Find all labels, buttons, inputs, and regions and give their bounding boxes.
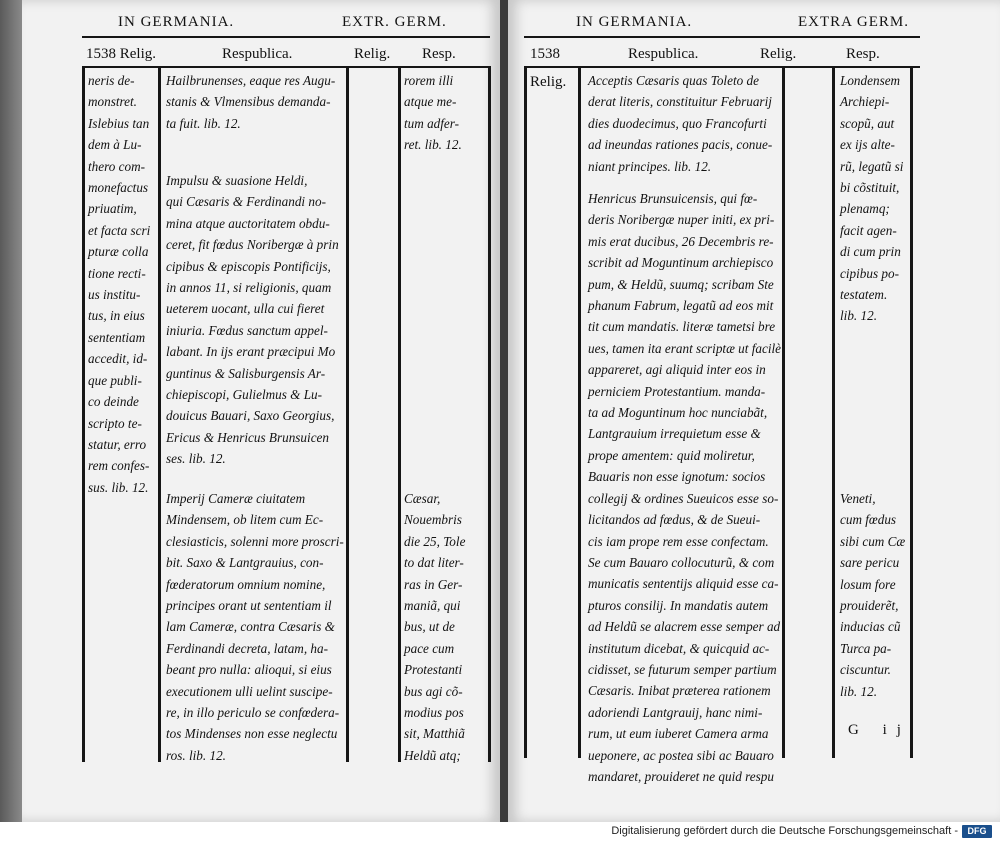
text-line: Veneti, [840, 491, 876, 506]
text-line: rorem illi [404, 73, 454, 88]
text-line: rem confes- [88, 458, 150, 474]
left-col-resp-label: Resp. [422, 46, 456, 62]
text-line: lam Cameræ, contra Cæsaris & [166, 619, 335, 635]
text-line: mis erat ducibus, 26 Decembris re- [588, 233, 774, 249]
text-line: priuatim, [88, 201, 137, 217]
text-line: principes orant ut sententiam il [166, 598, 332, 614]
text-line: tos Mindenses non esse neglectu [166, 726, 338, 742]
text-line: ta ad Moguntinum hoc nunciabãt, [588, 405, 768, 421]
right-running-head-right: EXTRA GERM. [798, 14, 910, 30]
text-line: rum, ut eum iuberet Camera arma [588, 726, 769, 742]
left-col2-block1 [166, 70, 342, 134]
left-col1-text [88, 70, 156, 498]
text-line: Imperij Cameræ ciuitatem [166, 491, 306, 506]
text-line: pturos consilij. In mandatis autem [588, 597, 769, 613]
text-line: tum adfer- [404, 115, 460, 131]
left-vline-3 [346, 66, 349, 762]
text-line: tus, in eius [88, 308, 145, 324]
text-line: Ferdinandi decreta, latam, ha- [166, 640, 329, 656]
text-line: to dat liter- [404, 555, 464, 571]
left-vline-1 [82, 66, 85, 762]
text-line: Hailbrunenses, eaque res Augu- [166, 73, 336, 88]
text-line: lib. 12. [840, 308, 877, 324]
text-line: scopũ, aut [840, 115, 895, 131]
text-line: cum fœdus [840, 512, 897, 528]
page-edge-shadow [0, 0, 22, 822]
text-line: Archiepi- [840, 94, 890, 110]
text-line: ret. lib. 12. [404, 137, 462, 153]
left-col4-block2 [404, 488, 486, 766]
text-line: deris Noribergæ nuper initi, ex pri- [588, 212, 775, 228]
text-line: ros. lib. 12. [166, 747, 226, 763]
left-vline-4 [398, 66, 401, 762]
text-line: Impulsu & suasione Heldi, [166, 173, 308, 188]
dfg-logo: DFG [962, 825, 992, 838]
text-line: pum, & Heldũ, suumq; scribam Ste [588, 276, 774, 292]
text-line: scribit ad Moguntinum archiepisco [588, 255, 774, 271]
left-col4-block1 [404, 70, 486, 156]
left-vline-2 [158, 66, 161, 762]
footer-bar [0, 822, 1000, 842]
text-line: rũ, legatũ si [840, 158, 904, 174]
text-line: ad Heldũ se alacrem esse semper ad [588, 619, 781, 635]
text-line: appareret, agi aliquid inter eos in [588, 362, 766, 378]
text-line: monefactus [88, 180, 149, 196]
text-line: tit cum mandatis. literæ tametsi bre [588, 319, 776, 335]
right-col4-block2 [840, 488, 908, 702]
text-line: ueponere, ac postea sibi ac Bauaro [588, 747, 774, 763]
text-line: co deinde [88, 394, 139, 410]
left-running-head-left: IN GERMANIA. [118, 14, 235, 30]
text-line: beant pro nulla: alioqui, si eius [166, 662, 332, 678]
right-col-republica-label: Respublica. [628, 46, 699, 62]
left-head-rule [82, 36, 490, 38]
text-line: bi cõstituit, [840, 180, 900, 196]
left-col-republica-label: Respublica. [222, 46, 293, 62]
text-line: in annos 11, si religionis, quam [166, 280, 332, 296]
right-col2-block1 [588, 70, 780, 177]
text-line: di cum prin [840, 244, 901, 260]
right-vline-4 [832, 66, 835, 758]
right-col-relig-label: Relig. [760, 46, 797, 62]
right-col-year-label: 1538 [530, 46, 560, 62]
text-line: testatem. [840, 287, 888, 303]
right-vline-3 [782, 66, 785, 758]
text-line: dem à Lu- [88, 137, 142, 153]
left-vline-5 [488, 66, 491, 762]
right-head-rule [524, 36, 920, 38]
text-line: municatis sententijs aliquid esse ca- [588, 576, 779, 592]
text-line: licitandos ad fœdus, & de Sueui- [588, 512, 761, 528]
text-line: sententiam [88, 329, 146, 345]
text-line: Heldũ atq; [404, 747, 461, 763]
text-line: ses. lib. 12. [166, 451, 226, 467]
left-page [22, 0, 500, 822]
text-line: pace cum [404, 640, 455, 656]
text-line: collegij & ordines Sueuicos esse so- [588, 490, 779, 506]
book-spine [500, 0, 508, 822]
left-col-relig-label: Relig. [354, 46, 391, 62]
text-line: pturæ colla [88, 244, 149, 260]
text-line: tione recti- [88, 265, 146, 281]
text-line: sare pericu [840, 555, 900, 571]
text-line: Cæsaris. Inibat præterea rationem [588, 683, 771, 699]
left-col2-block3 [166, 488, 342, 766]
text-line: bit. Saxo & Lantgrauius, con- [166, 555, 324, 571]
text-line: stanis & Vlmensibus demanda- [166, 94, 331, 110]
text-line: chiepiscopi, Gulielmus & Lu- [166, 387, 323, 403]
text-line: thero com- [88, 158, 146, 174]
text-line: bus, ut de [404, 619, 455, 635]
text-line: iniuria. Fœdus sanctum appel- [166, 322, 328, 338]
text-line: neris de- [88, 73, 135, 88]
text-line: perniciem Protestantium. manda- [588, 383, 766, 399]
text-line: Cæsar, [404, 491, 441, 506]
text-line: Islebius tan [88, 115, 150, 131]
text-line: sus. lib. 12. [88, 479, 149, 495]
text-line: sibi cum Cæ [840, 533, 906, 549]
text-line: maniã, qui [404, 598, 461, 614]
left-col-year-label: 1538 Relig. [86, 46, 156, 62]
text-line: re, in illo periculo se confœdera- [166, 705, 340, 721]
text-line: institutum dicebat, & quicquid ac- [588, 640, 770, 656]
text-line: scripto te- [88, 415, 142, 431]
text-line: Bauaris non esse ignotum: socios [588, 469, 766, 485]
text-line: qui Cæsaris & Ferdinandi no- [166, 194, 326, 210]
text-line: modius pos [404, 705, 464, 721]
text-line: Henricus Brunsuicensis, qui fœ- [588, 191, 758, 206]
text-line: ras in Ger- [404, 576, 463, 592]
text-line: guntinus & Salisburgensis Ar- [166, 365, 326, 381]
text-line: phanum Fabrum, legatũ ad eos mit [588, 298, 774, 314]
right-page [508, 0, 1000, 822]
text-line: douicus Bauari, Saxo Georgius, [166, 408, 335, 424]
right-col4-block1 [840, 70, 908, 327]
text-line: plenamq; [840, 201, 890, 217]
right-colhead-rule [524, 66, 920, 68]
text-line: cipibus po- [840, 265, 899, 281]
text-line: statur, erro [88, 436, 147, 452]
text-line: prouiderẽt, [840, 598, 899, 614]
text-line: fœderatorum omnium nomine, [166, 576, 326, 592]
text-line: adoriendi Lantgrauij, hanc nimi- [588, 704, 763, 720]
text-line: labant. In ijs erant præcipui Mo [166, 344, 336, 360]
right-running-head-left: IN GERMANIA. [576, 14, 693, 30]
text-line: facit agen- [840, 222, 897, 238]
right-vline-2 [578, 66, 581, 758]
text-line: losum fore [840, 576, 896, 592]
text-line: que publi- [88, 372, 142, 388]
text-line: sit, Matthiã [404, 726, 465, 742]
text-line: derat literis, constituitur Februarij [588, 94, 772, 110]
right-vline-5 [910, 66, 913, 758]
right-col-resp-label: Resp. [846, 46, 880, 62]
text-line: bus agi cõ- [404, 683, 463, 699]
text-line: lib. 12. [840, 683, 877, 699]
footer-credit-text: Digitalisierung gefördert durch die Deutsche Forschungsgemeinschaft - [611, 825, 958, 837]
text-line: ceret, fit fœdus Noribergæ à prin [166, 237, 339, 253]
text-line: die 25, Tole [404, 533, 466, 549]
text-line: Se cum Bauaro collocuturũ, & com [588, 554, 775, 570]
text-line: cis iam prope rem esse confectam. [588, 533, 769, 549]
text-line: prope amentem: quid moliretur, [588, 447, 755, 463]
text-line: cipibus & episcopis Pontificijs, [166, 258, 331, 274]
text-line: Mindensem, ob litem cum Ec- [166, 512, 324, 528]
text-line: Nouembris [404, 512, 462, 528]
text-line: monstret. [88, 94, 137, 110]
text-line: Protestanti [404, 662, 463, 678]
text-line: mina atque auctoritatem obdu- [166, 215, 330, 231]
text-line: clesiasticis, solenni more proscri- [166, 533, 344, 549]
text-line: Turca pa- [840, 640, 892, 656]
text-line: Acceptis Cæsaris quas Toleto de [588, 73, 759, 88]
text-line: ues, tamen ita erant scriptæ ut facilè [588, 340, 782, 356]
text-line: dies duodecimus, quo Francofurti [588, 115, 767, 131]
text-line: ueterem uocant, ulla cui fieret [166, 301, 325, 317]
text-line: Ericus & Henricus Brunsuicen [166, 429, 329, 445]
text-line: cidisset, se futurum semper partium [588, 661, 777, 677]
text-line: niant principes. lib. 12. [588, 158, 712, 174]
text-line: mandaret, prouideret ne quid respu [588, 768, 774, 784]
text-line: ex ijs alte- [840, 137, 895, 153]
text-line: et facta scri [88, 222, 151, 238]
text-line: inducias cũ [840, 619, 901, 635]
text-line: ta fuit. lib. 12. [166, 115, 241, 131]
text-line: us institu- [88, 287, 141, 303]
text-line: ad ineundas rationes pacis, conue- [588, 137, 773, 153]
left-colhead-rule [82, 66, 490, 68]
text-line: Lantgrauium irrequietum esse & [588, 426, 761, 442]
text-line: accedit, id- [88, 351, 148, 367]
left-col2-block2 [166, 170, 342, 470]
signature-mark: G ij [848, 722, 911, 738]
right-col2-block2 [588, 188, 780, 787]
text-line: Londensem [840, 73, 901, 88]
text-line: atque me- [404, 94, 457, 110]
text-line: executionem ulli uelint suscipe- [166, 683, 333, 699]
left-running-head-right: EXTR. GERM. [342, 14, 447, 30]
text-line: ciscuntur. [840, 662, 891, 678]
right-relig-marker: Relig. [530, 74, 567, 90]
right-vline-1 [524, 66, 527, 758]
